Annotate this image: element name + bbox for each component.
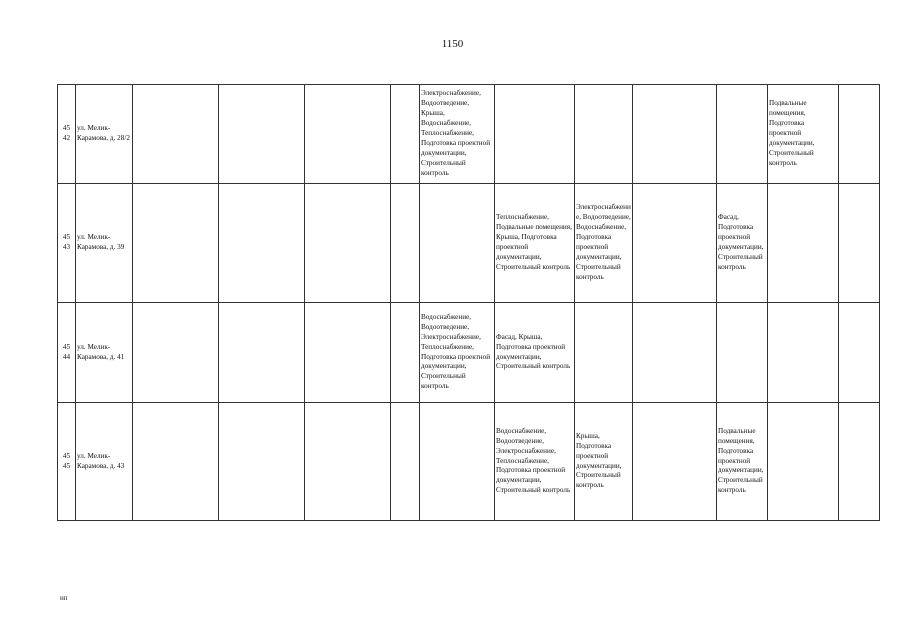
row-number-cell: 45 42: [58, 85, 76, 184]
works-cell: Теплоснабжение, Подвальные помещения, Крыша, Подготовка проектной документации, Строительный контроль: [495, 184, 575, 303]
works-cell: Крыша, Подготовка проектной документации, Строительный контроль: [575, 403, 633, 521]
row-number-cell: 45 45: [58, 403, 76, 521]
works-cell: Фасад, Подготовка проектной документации, Строительный контроль: [717, 184, 768, 303]
works-cell: [633, 85, 717, 184]
works-cell: [575, 85, 633, 184]
work-schedule-table: [57, 84, 880, 521]
works-cell: [768, 403, 839, 521]
works-cell: [768, 184, 839, 303]
table-row: [58, 403, 880, 521]
table-row: [58, 85, 880, 184]
empty-cell: [133, 184, 219, 303]
address-cell: ул. Мелик-Карамова, д. 41: [76, 303, 133, 403]
works-cell: Электроснабжение, Водоотведение, Водоснабжение, Подготовка проектной документации, Строительный контроль: [575, 184, 633, 303]
row-number-cell: 45 43: [58, 184, 76, 303]
works-cell: Электроснабжение, Водоотведение, Крыша, Водоснабжение, Теплоснабжение, Подготовка проектной документации, Строительный контроль: [420, 85, 495, 184]
empty-cell: [839, 85, 880, 184]
works-cell: [717, 303, 768, 403]
empty-cell: [391, 303, 420, 403]
empty-cell: [133, 303, 219, 403]
works-cell: [633, 184, 717, 303]
works-cell: [768, 303, 839, 403]
empty-cell: [839, 184, 880, 303]
empty-cell: [305, 303, 391, 403]
page-number: 1150: [441, 38, 464, 50]
empty-cell: [839, 303, 880, 403]
works-cell: Водоснабжение, Водоотведение, Электроснабжение, Теплоснабжение, Подготовка проектной документации, Строительный контроль: [495, 403, 575, 521]
empty-cell: [219, 85, 305, 184]
works-cell: [717, 85, 768, 184]
empty-cell: [305, 403, 391, 521]
empty-cell: [133, 403, 219, 521]
row-number-cell: 45 44: [58, 303, 76, 403]
empty-cell: [219, 184, 305, 303]
works-cell: Фасад, Крыша, Подготовка проектной документации, Строительный контроль: [495, 303, 575, 403]
works-cell: Водоснабжение, Водоотведение, Электроснабжение, Теплоснабжение, Подготовка проектной документации, Строительный контроль: [420, 303, 495, 403]
works-cell: [575, 303, 633, 403]
table-row: [58, 184, 880, 303]
works-cell: [420, 184, 495, 303]
table-row: [58, 303, 880, 403]
address-cell: ул. Мелик-Карамова, д. 28/2: [76, 85, 133, 184]
empty-cell: [391, 403, 420, 521]
footer-mark: нп: [60, 594, 68, 602]
empty-cell: [391, 85, 420, 184]
works-cell: [495, 85, 575, 184]
empty-cell: [219, 403, 305, 521]
works-cell: Подвальные помещения, Подготовка проектной документации, Строительный контроль: [768, 85, 839, 184]
works-cell: [633, 303, 717, 403]
empty-cell: [305, 184, 391, 303]
empty-cell: [219, 303, 305, 403]
address-cell: ул. Мелик-Карамова, д. 39: [76, 184, 133, 303]
empty-cell: [839, 403, 880, 521]
empty-cell: [133, 85, 219, 184]
address-cell: ул. Мелик-Карамова, д. 43: [76, 403, 133, 521]
works-cell: [633, 403, 717, 521]
works-cell: Подвальные помещения, Подготовка проектной документации, Строительный контроль: [717, 403, 768, 521]
empty-cell: [305, 85, 391, 184]
empty-cell: [391, 184, 420, 303]
works-cell: [420, 403, 495, 521]
